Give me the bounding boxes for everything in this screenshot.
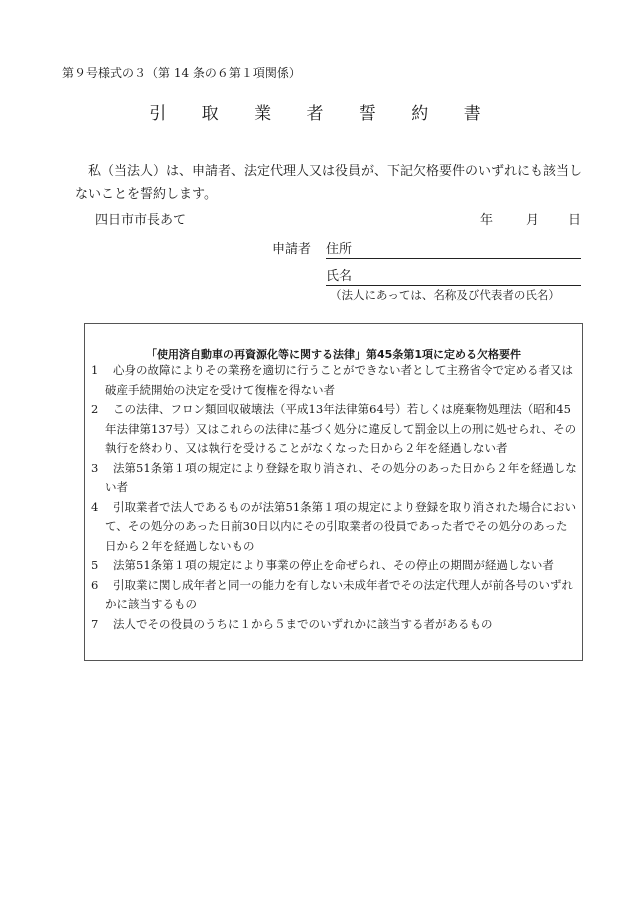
- item-text: この法律、フロン類回収破壊法（平成13年法律第64号）若しくは廃棄物処理法（昭和45年法律第137号）又はこれらの法律に基づく処分に違反して罰金以上の刑に処せられ、その執行を終わり、又は執行を受けることがなくなった日から２年を経過しない者: [105, 402, 577, 455]
- item-number: 4: [91, 499, 99, 514]
- address-field: [326, 238, 581, 259]
- addressee: 四日市市長あて: [95, 213, 187, 228]
- date-line: [480, 209, 581, 228]
- item-number: 6: [91, 577, 99, 592]
- item-text: 心身の故障によりその業務を適切に行うことができない者として主務省令で定める者又は破産手続開始の決定を受けて復権を得ない者: [105, 363, 573, 397]
- list-item: [91, 498, 579, 557]
- item-number: 1: [91, 363, 99, 377]
- item-number: 2: [91, 402, 99, 416]
- document-title: 引 取 業 者 誓 約 書: [149, 104, 496, 124]
- date-month-label: 月: [526, 213, 540, 228]
- form-number: 第９号様式の３（第 14 条の６第１項関係）: [62, 66, 301, 80]
- name-field: [326, 265, 581, 286]
- pledge-statement: 私（当法人）は、申請者、法定代理人又は役員が、下記欠格要件のいずれにも該当しないことを誓約します。: [75, 164, 583, 202]
- list-item: [91, 576, 579, 615]
- requirements-title: 「使用済自動車の再資源化等に関する法律」第45条第1項に定める欠格要件: [146, 348, 521, 361]
- list-item: [91, 361, 579, 400]
- name-label: 氏名: [326, 269, 353, 284]
- list-item: [91, 556, 579, 576]
- applicant-label: 申請者: [272, 242, 312, 257]
- item-number: 5: [91, 558, 99, 572]
- name-note: （法人にあっては、名称及び代表者の氏名）: [330, 288, 560, 302]
- disqualification-requirements-box: [84, 323, 583, 661]
- date-day-label: 日: [568, 213, 582, 228]
- item-number: 3: [91, 460, 99, 475]
- item-text: 引取業者で法人であるものが法第51条第１項の規定により登録を取り消された場合において、その処分のあった日前30日以内にその引取業者の役員であった者でその処分のあった日から２年を経過しないもの: [105, 499, 577, 553]
- item-text: 法第51条第１項の規定により登録を取り消され、その処分のあった日から２年を経過しない者: [105, 460, 577, 494]
- item-text: 引取業に関し成年者と同一の能力を有しない未成年者でその法定代理人が前各号のいずれかに該当するもの: [105, 577, 573, 611]
- address-label: 住所: [326, 242, 353, 257]
- item-number: 7: [91, 616, 99, 631]
- list-item: [91, 459, 579, 498]
- item-text: 法人でその役員のうちに１から５までのいずれかに該当する者があるもの: [113, 616, 493, 631]
- item-text: 法第51条第１項の規定により事業の停止を命ぜられ、その停止の期間が経過しない者: [113, 558, 554, 572]
- requirements-list: [91, 361, 579, 634]
- list-item: [91, 400, 579, 459]
- date-year-label: 年: [480, 213, 494, 228]
- list-item: [91, 615, 579, 635]
